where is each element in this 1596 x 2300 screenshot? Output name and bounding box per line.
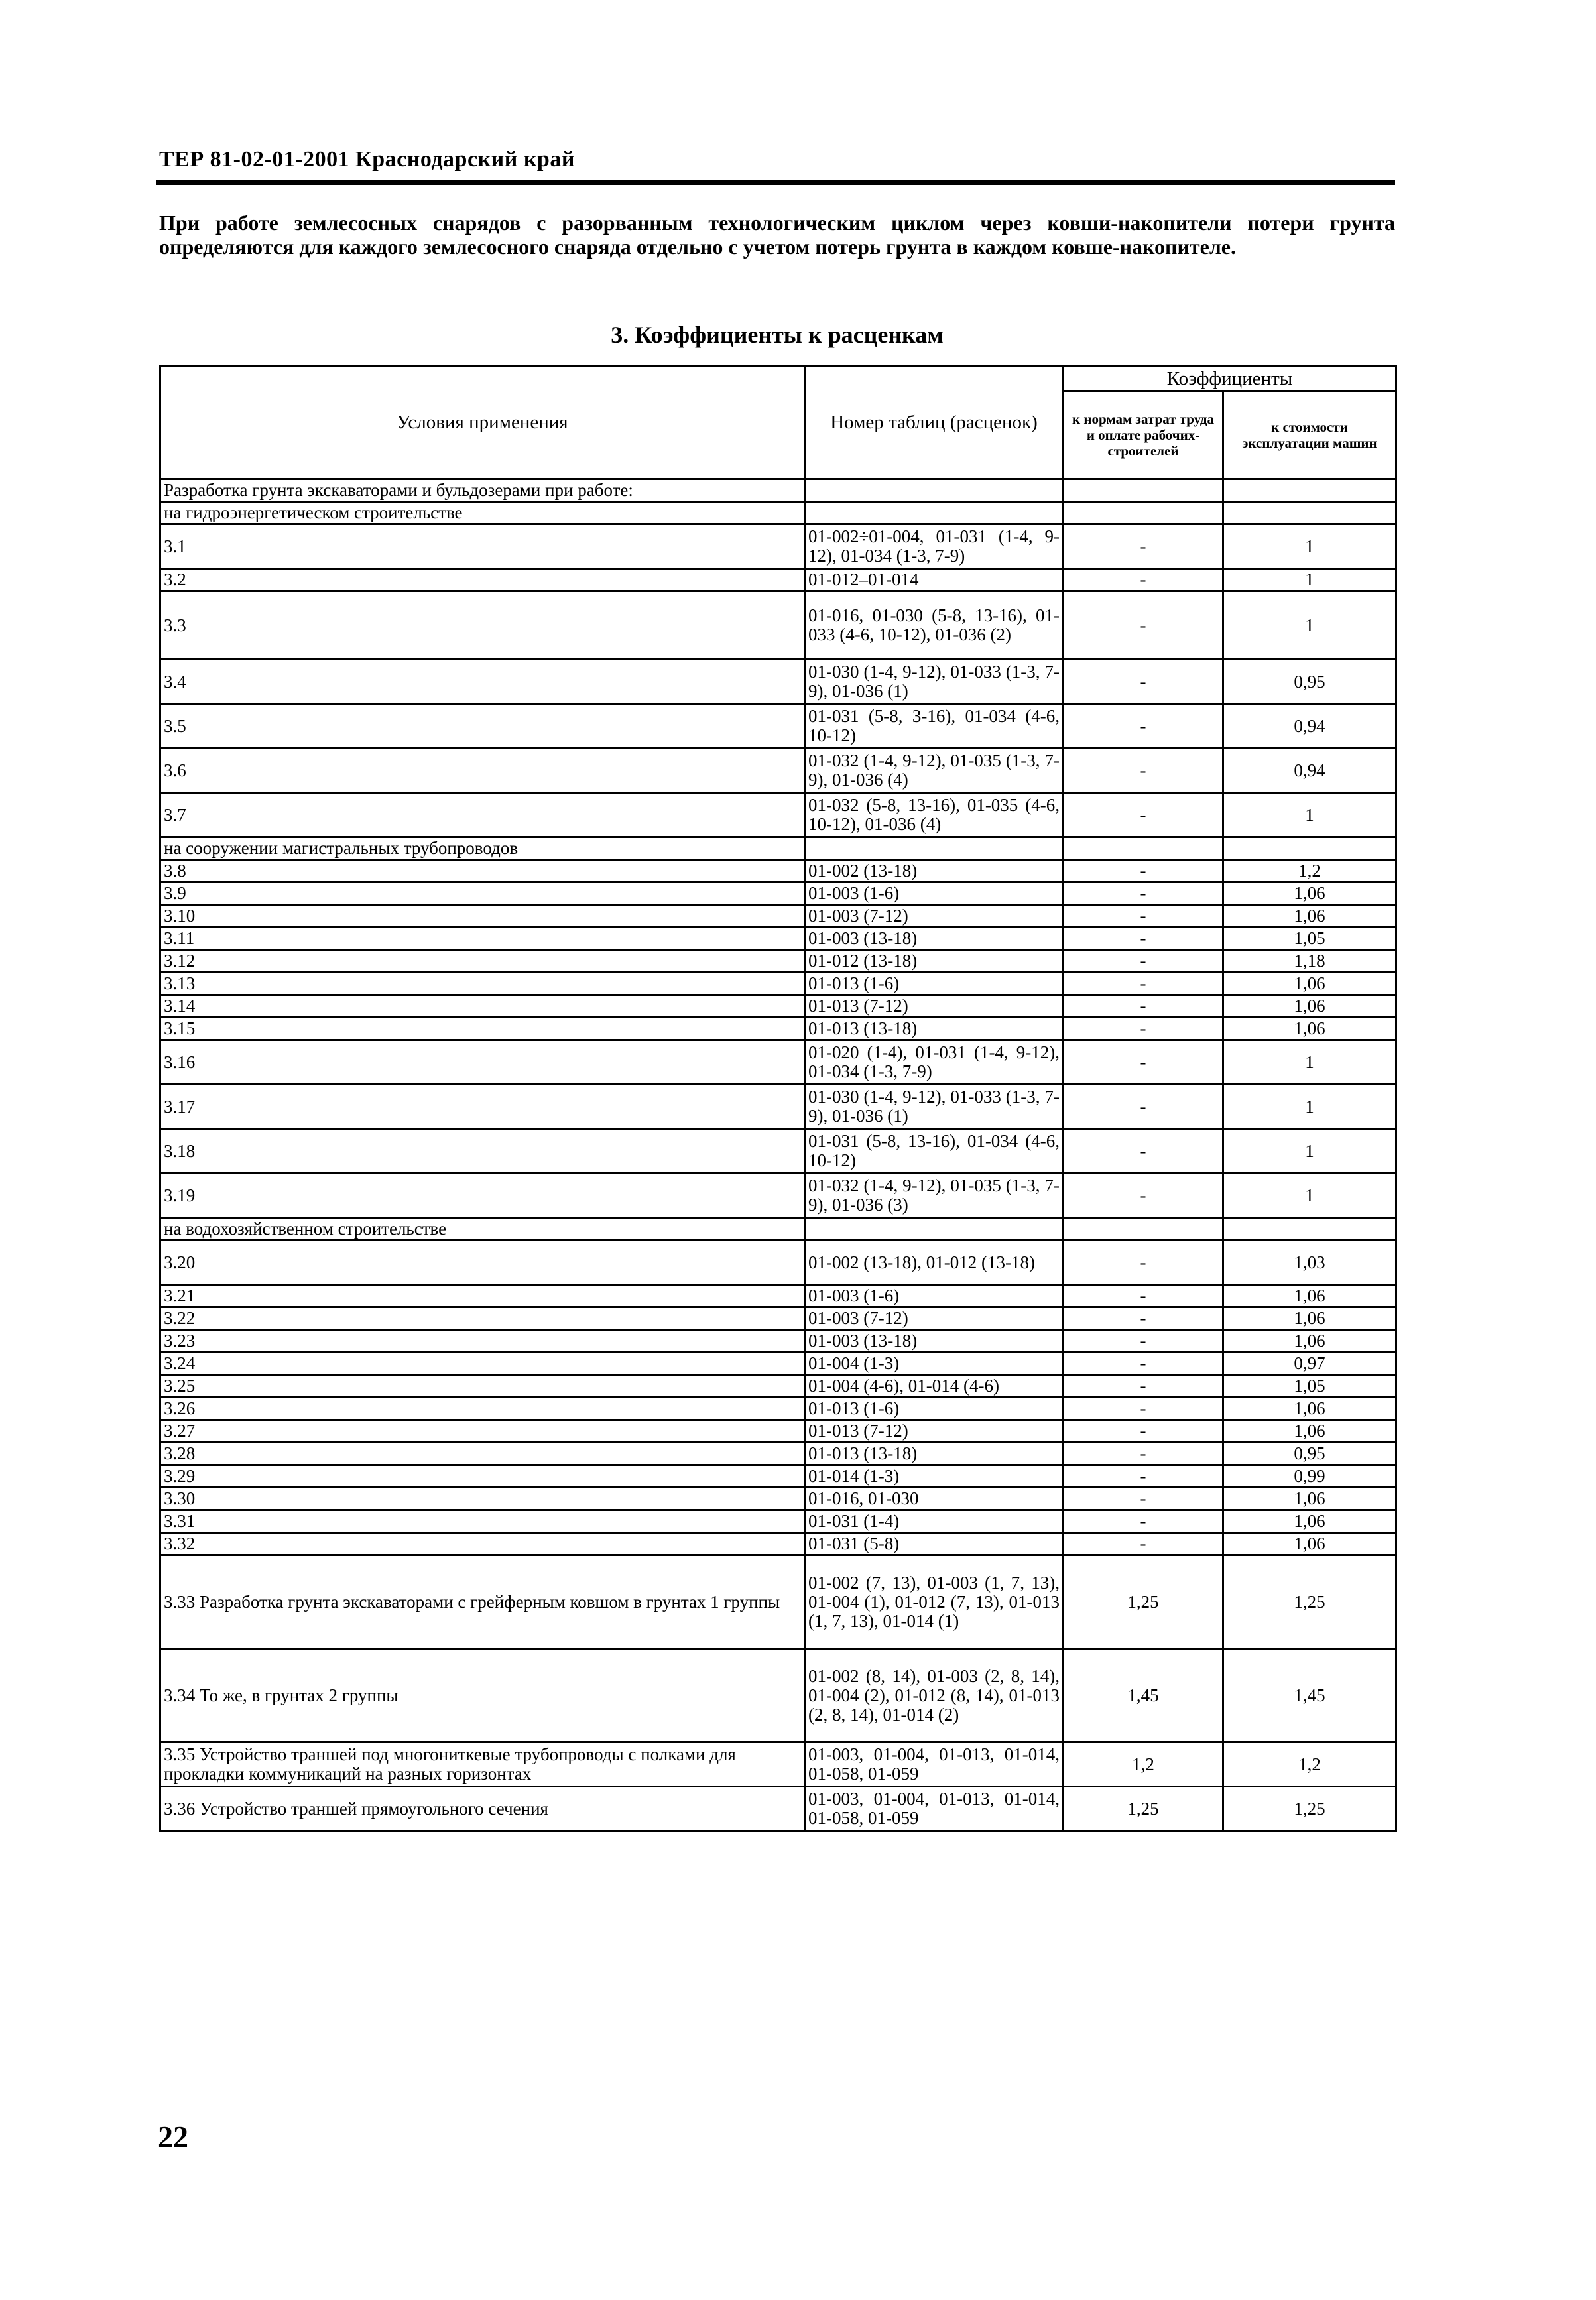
- cell-machines-coefficient: 1,03: [1223, 1241, 1396, 1285]
- cell-table-number: [805, 837, 1064, 860]
- coefficients-table: [159, 365, 1397, 1832]
- table-row: [160, 1420, 1396, 1443]
- cell-machines-coefficient: 1,2: [1223, 1742, 1396, 1787]
- table-group-row: [160, 1218, 1396, 1241]
- cell-table-number: 01-003 (7-12): [805, 1307, 1064, 1330]
- table-body: [160, 479, 1396, 1831]
- cell-conditions: 3.8: [160, 860, 805, 882]
- cell-table-number: 01-031 (5-8): [805, 1533, 1064, 1555]
- table-row: [160, 1742, 1396, 1787]
- intro-paragraph: При работе землесосных снарядов с разорванным технологическим циклом через ковши-накопители потери грунта определяются для каждого землесосного снаряда отдельно с учетом потерь грунта в каждом ковше-накопителе.: [159, 211, 1395, 259]
- cell-table-number: 01-003 (13-18): [805, 928, 1064, 950]
- cell-labor-coefficient: -: [1064, 1285, 1223, 1307]
- cell-labor-coefficient: -: [1064, 1510, 1223, 1533]
- cell-labor-coefficient: -: [1064, 1018, 1223, 1040]
- table-row: [160, 1787, 1396, 1831]
- cell-machines-coefficient: 1,06: [1223, 1398, 1396, 1420]
- cell-machines-coefficient: 1,06: [1223, 1488, 1396, 1510]
- cell-machines-coefficient: 0,94: [1223, 749, 1396, 793]
- header-machines: к стоимости эксплуатации машин: [1223, 391, 1396, 479]
- cell-machines-coefficient: 1,06: [1223, 1420, 1396, 1443]
- cell-labor-coefficient: -: [1064, 793, 1223, 837]
- page-number: 22: [158, 2120, 188, 2153]
- cell-machines-coefficient: 1: [1223, 793, 1396, 837]
- cell-conditions: 3.12: [160, 950, 805, 973]
- cell-conditions: 3.30: [160, 1488, 805, 1510]
- cell-labor-coefficient: -: [1064, 749, 1223, 793]
- cell-table-number: 01-013 (7-12): [805, 995, 1064, 1018]
- cell-table-number: 01-032 (5-8, 13-16), 01-035 (4-6, 10-12), 01-036 (4): [805, 793, 1064, 837]
- cell-table-number: 01-012–01-014: [805, 569, 1064, 591]
- cell-table-number: 01-016, 01-030: [805, 1488, 1064, 1510]
- cell-conditions: 3.23: [160, 1330, 805, 1353]
- cell-conditions: 3.17: [160, 1085, 805, 1129]
- cell-conditions: 3.33 Разработка грунта экскаваторами с грейферным ковшом в грунтах 1 группы: [160, 1555, 805, 1649]
- cell-conditions: 3.11: [160, 928, 805, 950]
- cell-labor-coefficient: -: [1064, 1241, 1223, 1285]
- cell-table-number: 01-002 (7, 13), 01-003 (1, 7, 13), 01-004 (1), 01-012 (7, 13), 01-013 (1, 7, 13), 01-014 (1): [805, 1555, 1064, 1649]
- cell-conditions: 3.19: [160, 1174, 805, 1218]
- cell-machines-coefficient: 1,25: [1223, 1555, 1396, 1649]
- table-row: [160, 1085, 1396, 1129]
- table-row: [160, 1465, 1396, 1488]
- table-row: [160, 1353, 1396, 1375]
- cell-machines-coefficient: 1,05: [1223, 1375, 1396, 1398]
- cell-labor-coefficient: -: [1064, 973, 1223, 995]
- cell-machines-coefficient: 1,06: [1223, 1018, 1396, 1040]
- table-row: [160, 1533, 1396, 1555]
- cell-machines-coefficient: 1,06: [1223, 905, 1396, 928]
- cell-table-number: [805, 479, 1064, 502]
- cell-conditions: на гидроэнергетическом строительстве: [160, 502, 805, 524]
- table-row: [160, 1174, 1396, 1218]
- cell-table-number: 01-032 (1-4, 9-12), 01-035 (1-3, 7-9), 01-036 (3): [805, 1174, 1064, 1218]
- cell-conditions: 3.9: [160, 882, 805, 905]
- cell-conditions: 3.27: [160, 1420, 805, 1443]
- cell-labor-coefficient: -: [1064, 1085, 1223, 1129]
- cell-labor-coefficient: -: [1064, 569, 1223, 591]
- cell-table-number: 01-004 (1-3): [805, 1353, 1064, 1375]
- cell-machines-coefficient: 1: [1223, 1129, 1396, 1174]
- cell-labor-coefficient: -: [1064, 928, 1223, 950]
- cell-labor-coefficient: -: [1064, 660, 1223, 704]
- cell-labor-coefficient: [1064, 837, 1223, 860]
- table-row: [160, 1555, 1396, 1649]
- cell-labor-coefficient: 1,25: [1064, 1555, 1223, 1649]
- table-row: [160, 793, 1396, 837]
- cell-table-number: 01-013 (1-6): [805, 1398, 1064, 1420]
- cell-machines-coefficient: [1223, 837, 1396, 860]
- cell-machines-coefficient: 0,95: [1223, 660, 1396, 704]
- table-row: [160, 882, 1396, 905]
- table-row: [160, 1649, 1396, 1742]
- cell-conditions: на сооружении магистральных трубопроводов: [160, 837, 805, 860]
- cell-conditions: 3.36 Устройство траншей прямоугольного сечения: [160, 1787, 805, 1831]
- cell-table-number: 01-014 (1-3): [805, 1465, 1064, 1488]
- cell-conditions: 3.16: [160, 1040, 805, 1085]
- table-row: [160, 749, 1396, 793]
- cell-table-number: 01-002 (8, 14), 01-003 (2, 8, 14), 01-004 (2), 01-012 (8, 14), 01-013 (2, 8, 14), 01-014 (2): [805, 1649, 1064, 1742]
- table-row: [160, 1330, 1396, 1353]
- header-coefficients: Коэффициенты: [1064, 367, 1396, 391]
- cell-table-number: 01-003 (1-6): [805, 1285, 1064, 1307]
- cell-conditions: 3.35 Устройство траншей под многониткевые трубопроводы с полками для прокладки коммуникаций на разных горизонтах: [160, 1742, 805, 1787]
- header-table-number: Номер таблиц (расценок): [805, 367, 1064, 479]
- cell-machines-coefficient: 0,94: [1223, 704, 1396, 749]
- table-row: [160, 1375, 1396, 1398]
- cell-machines-coefficient: 1: [1223, 1085, 1396, 1129]
- table-row: [160, 1307, 1396, 1330]
- cell-conditions: 3.31: [160, 1510, 805, 1533]
- cell-machines-coefficient: 0,97: [1223, 1353, 1396, 1375]
- cell-machines-coefficient: 1,06: [1223, 1330, 1396, 1353]
- cell-conditions: 3.5: [160, 704, 805, 749]
- cell-machines-coefficient: [1223, 502, 1396, 524]
- cell-machines-coefficient: 1,06: [1223, 1307, 1396, 1330]
- table-row: [160, 1398, 1396, 1420]
- table-row: [160, 973, 1396, 995]
- cell-machines-coefficient: 1,06: [1223, 1533, 1396, 1555]
- cell-table-number: 01-031 (5-8, 3-16), 01-034 (4-6, 10-12): [805, 704, 1064, 749]
- cell-machines-coefficient: 1,05: [1223, 928, 1396, 950]
- cell-machines-coefficient: 1,25: [1223, 1787, 1396, 1831]
- cell-conditions: 3.15: [160, 1018, 805, 1040]
- cell-table-number: 01-032 (1-4, 9-12), 01-035 (1-3, 7-9), 01-036 (4): [805, 749, 1064, 793]
- cell-table-number: [805, 502, 1064, 524]
- table-row: [160, 1443, 1396, 1465]
- cell-labor-coefficient: -: [1064, 1330, 1223, 1353]
- cell-table-number: 01-030 (1-4, 9-12), 01-033 (1-3, 7-9), 01-036 (1): [805, 1085, 1064, 1129]
- cell-conditions: 3.20: [160, 1241, 805, 1285]
- cell-machines-coefficient: 1,2: [1223, 860, 1396, 882]
- cell-labor-coefficient: -: [1064, 1465, 1223, 1488]
- table-row: [160, 1285, 1396, 1307]
- cell-table-number: 01-003 (1-6): [805, 882, 1064, 905]
- cell-table-number: [805, 1218, 1064, 1241]
- cell-machines-coefficient: 1: [1223, 569, 1396, 591]
- cell-table-number: 01-002 (13-18), 01-012 (13-18): [805, 1241, 1064, 1285]
- cell-machines-coefficient: [1223, 1218, 1396, 1241]
- table-row: [160, 524, 1396, 569]
- cell-labor-coefficient: -: [1064, 860, 1223, 882]
- cell-table-number: 01-016, 01-030 (5-8, 13-16), 01-033 (4-6, 10-12), 01-036 (2): [805, 591, 1064, 660]
- table-row: [160, 860, 1396, 882]
- cell-conditions: 3.3: [160, 591, 805, 660]
- table-row: [160, 950, 1396, 973]
- cell-conditions: 3.1: [160, 524, 805, 569]
- cell-labor-coefficient: -: [1064, 591, 1223, 660]
- cell-conditions: 3.14: [160, 995, 805, 1018]
- cell-labor-coefficient: -: [1064, 1533, 1223, 1555]
- cell-table-number: 01-003, 01-004, 01-013, 01-014, 01-058, 01-059: [805, 1787, 1064, 1831]
- cell-machines-coefficient: 1,06: [1223, 1510, 1396, 1533]
- cell-labor-coefficient: -: [1064, 1307, 1223, 1330]
- cell-machines-coefficient: 1,06: [1223, 995, 1396, 1018]
- table-group-row: [160, 479, 1396, 502]
- cell-conditions: на водохозяйственном строительстве: [160, 1218, 805, 1241]
- cell-labor-coefficient: [1064, 502, 1223, 524]
- table-row: [160, 905, 1396, 928]
- cell-conditions: 3.2: [160, 569, 805, 591]
- cell-labor-coefficient: -: [1064, 1398, 1223, 1420]
- cell-labor-coefficient: -: [1064, 950, 1223, 973]
- header-labor: к нормам затрат труда и оплате рабочих-строителей: [1064, 391, 1223, 479]
- cell-conditions: 3.10: [160, 905, 805, 928]
- cell-machines-coefficient: 1: [1223, 591, 1396, 660]
- table-row: [160, 591, 1396, 660]
- cell-machines-coefficient: 1: [1223, 1040, 1396, 1085]
- table-row: [160, 704, 1396, 749]
- cell-labor-coefficient: 1,25: [1064, 1787, 1223, 1831]
- cell-table-number: 01-013 (13-18): [805, 1018, 1064, 1040]
- cell-conditions: 3.28: [160, 1443, 805, 1465]
- section-title: 3. Коэффициенты к расценкам: [611, 322, 944, 348]
- table-row: [160, 1129, 1396, 1174]
- cell-labor-coefficient: -: [1064, 1488, 1223, 1510]
- cell-conditions: 3.22: [160, 1307, 805, 1330]
- cell-table-number: 01-002÷01-004, 01-031 (1-4, 9-12), 01-034 (1-3, 7-9): [805, 524, 1064, 569]
- cell-table-number: 01-013 (13-18): [805, 1443, 1064, 1465]
- cell-table-number: 01-002 (13-18): [805, 860, 1064, 882]
- cell-table-number: 01-030 (1-4, 9-12), 01-033 (1-3, 7-9), 01-036 (1): [805, 660, 1064, 704]
- table-row: [160, 569, 1396, 591]
- cell-labor-coefficient: -: [1064, 1174, 1223, 1218]
- cell-labor-coefficient: -: [1064, 905, 1223, 928]
- table-header: [160, 367, 1396, 479]
- cell-machines-coefficient: 1,06: [1223, 1285, 1396, 1307]
- cell-table-number: 01-020 (1-4), 01-031 (1-4, 9-12), 01-034 (1-3, 7-9): [805, 1040, 1064, 1085]
- cell-labor-coefficient: -: [1064, 995, 1223, 1018]
- cell-labor-coefficient: -: [1064, 1375, 1223, 1398]
- cell-conditions: 3.26: [160, 1398, 805, 1420]
- header-conditions: Условия применения: [160, 367, 805, 479]
- cell-machines-coefficient: 1,06: [1223, 973, 1396, 995]
- table-row: [160, 1510, 1396, 1533]
- cell-table-number: 01-031 (1-4): [805, 1510, 1064, 1533]
- cell-labor-coefficient: -: [1064, 1420, 1223, 1443]
- cell-conditions: 3.4: [160, 660, 805, 704]
- cell-conditions: 3.21: [160, 1285, 805, 1307]
- cell-conditions: 3.13: [160, 973, 805, 995]
- cell-labor-coefficient: 1,45: [1064, 1649, 1223, 1742]
- document-header: ТЕР 81-02-01-2001 Краснодарский край: [159, 147, 575, 172]
- cell-conditions: 3.24: [160, 1353, 805, 1375]
- cell-conditions: Разработка грунта экскаваторами и бульдозерами при работе:: [160, 479, 805, 502]
- table-row: [160, 1241, 1396, 1285]
- cell-table-number: 01-003, 01-004, 01-013, 01-014, 01-058, 01-059: [805, 1742, 1064, 1787]
- header-rule: [156, 180, 1395, 185]
- table-row: [160, 995, 1396, 1018]
- cell-labor-coefficient: [1064, 1218, 1223, 1241]
- cell-machines-coefficient: 1,18: [1223, 950, 1396, 973]
- cell-labor-coefficient: [1064, 479, 1223, 502]
- cell-labor-coefficient: -: [1064, 524, 1223, 569]
- cell-table-number: 01-031 (5-8, 13-16), 01-034 (4-6, 10-12): [805, 1129, 1064, 1174]
- table-row: [160, 928, 1396, 950]
- cell-table-number: 01-004 (4-6), 01-014 (4-6): [805, 1375, 1064, 1398]
- cell-table-number: 01-012 (13-18): [805, 950, 1064, 973]
- cell-machines-coefficient: 1: [1223, 1174, 1396, 1218]
- cell-table-number: 01-003 (7-12): [805, 905, 1064, 928]
- cell-table-number: 01-003 (13-18): [805, 1330, 1064, 1353]
- table-row: [160, 1488, 1396, 1510]
- cell-machines-coefficient: 0,99: [1223, 1465, 1396, 1488]
- cell-labor-coefficient: -: [1064, 1129, 1223, 1174]
- cell-machines-coefficient: 1: [1223, 524, 1396, 569]
- cell-labor-coefficient: -: [1064, 1443, 1223, 1465]
- cell-labor-coefficient: -: [1064, 704, 1223, 749]
- table-group-row: [160, 837, 1396, 860]
- cell-conditions: 3.6: [160, 749, 805, 793]
- cell-conditions: 3.32: [160, 1533, 805, 1555]
- table-row: [160, 1040, 1396, 1085]
- table-row: [160, 1018, 1396, 1040]
- cell-machines-coefficient: 0,95: [1223, 1443, 1396, 1465]
- table-row: [160, 660, 1396, 704]
- cell-labor-coefficient: -: [1064, 1040, 1223, 1085]
- cell-table-number: 01-013 (1-6): [805, 973, 1064, 995]
- table-group-row: [160, 502, 1396, 524]
- cell-labor-coefficient: -: [1064, 882, 1223, 905]
- cell-conditions: 3.29: [160, 1465, 805, 1488]
- cell-conditions: 3.25: [160, 1375, 805, 1398]
- cell-machines-coefficient: [1223, 479, 1396, 502]
- cell-conditions: 3.18: [160, 1129, 805, 1174]
- cell-labor-coefficient: 1,2: [1064, 1742, 1223, 1787]
- cell-table-number: 01-013 (7-12): [805, 1420, 1064, 1443]
- cell-machines-coefficient: 1,45: [1223, 1649, 1396, 1742]
- cell-conditions: 3.7: [160, 793, 805, 837]
- cell-labor-coefficient: -: [1064, 1353, 1223, 1375]
- cell-machines-coefficient: 1,06: [1223, 882, 1396, 905]
- cell-conditions: 3.34 То же, в грунтах 2 группы: [160, 1649, 805, 1742]
